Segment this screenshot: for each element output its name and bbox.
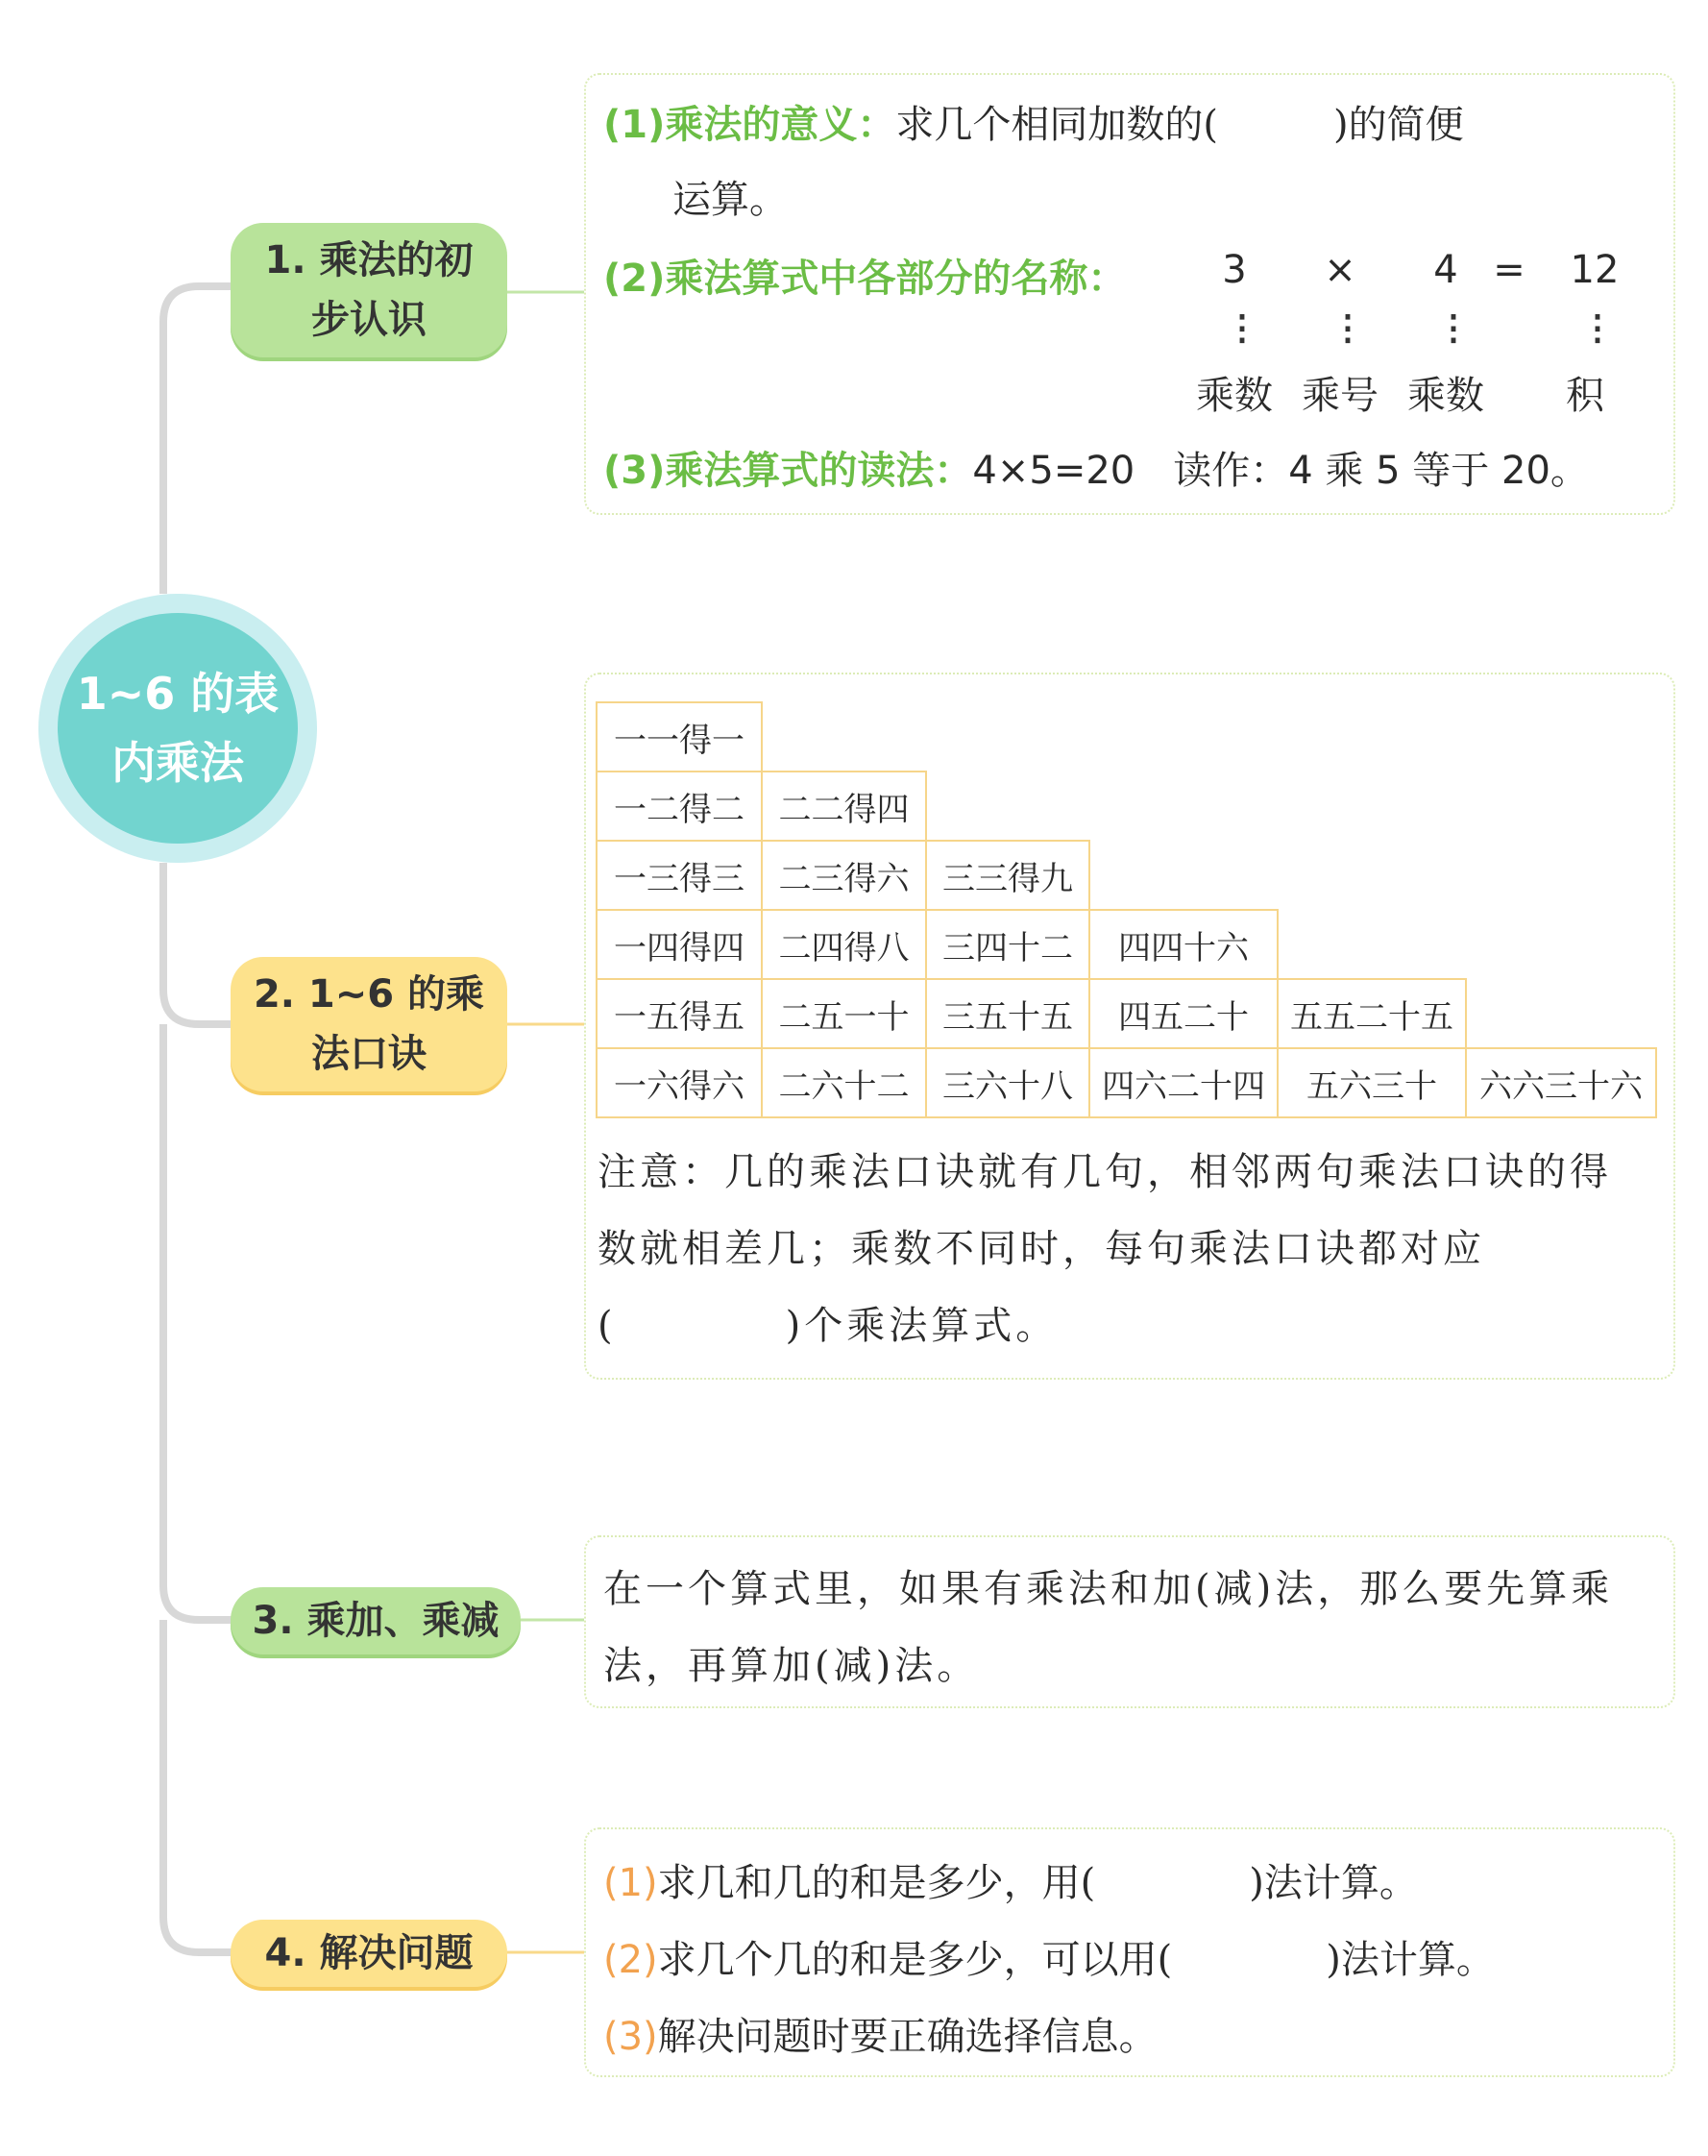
s1-item1-line1 (603, 94, 1464, 149)
s4-item1-num: (1) (603, 1861, 658, 1905)
branch-1-line-2: 步认识 (311, 298, 427, 342)
table-row (597, 841, 1656, 910)
note-line-2: 数就相差几；乘数不同时，每句乘法口诀都对应 (598, 1227, 1485, 1271)
table-cell: 一六得六 (597, 1048, 762, 1117)
branch-1-line-1: 1. 乘法的初 (264, 238, 474, 282)
s1-item3-label: 乘法算式的读法： (665, 449, 973, 493)
s1-item3-num: (3) (603, 449, 666, 493)
s1-item2-label: 乘法算式中各部分的名称： (665, 257, 1127, 301)
s4-item2-num: (2) (603, 1938, 658, 1982)
s1-item1-text3: 运算。 (672, 178, 788, 222)
s4-item-1 (603, 1852, 1418, 1907)
table-cell: 一三得三 (597, 841, 762, 910)
table-cell: 一五得五 (597, 979, 762, 1048)
s4-item3-text: 解决问题时要正确选择信息。 (657, 2015, 1158, 2059)
table-cell: 三五十五 (926, 979, 1089, 1048)
table-cell: 二四得八 (762, 910, 926, 979)
multiplication-table (596, 701, 1657, 1118)
equation-factor-2: 4 (1433, 248, 1458, 292)
table-row (597, 910, 1656, 979)
s4-item-2 (603, 1929, 1495, 1984)
s4-item1-text: 求几和几的和是多少，用( )法计算。 (657, 1861, 1418, 1905)
colon-mark-3: ⋮ (1436, 307, 1471, 348)
branch-node-2 (231, 957, 507, 1091)
table-row (597, 772, 1656, 841)
center-topic (58, 613, 298, 844)
colon-mark-4: ⋮ (1580, 307, 1615, 348)
s1-item1-num: (1) (603, 103, 666, 147)
s1-item3-text: 4×5=20 读作：4 乘 5 等于 20。 (972, 449, 1589, 493)
table-cell: 一四得四 (597, 910, 762, 979)
table-cell: 五六三十 (1278, 1048, 1466, 1117)
branch-2-line-2: 法口诀 (311, 1032, 427, 1076)
table-row (597, 1048, 1656, 1117)
table-cell: 五五二十五 (1278, 979, 1466, 1048)
equation-times-sign: × (1324, 248, 1356, 292)
table-cell: 六六三十六 (1466, 1048, 1656, 1117)
table-row (597, 702, 1656, 772)
name-factor-1: 乘数 (1196, 374, 1273, 418)
s4-item2-text: 求几个几的和是多少，可以用( )法计算。 (657, 1938, 1495, 1982)
table-cell: 一一得一 (597, 702, 762, 772)
colon-mark-1: ⋮ (1225, 307, 1259, 348)
center-line-1: 1~6 的表 (76, 668, 280, 720)
s1-item3-line (603, 440, 1589, 495)
table-cell: 二五一十 (762, 979, 926, 1048)
equation-equals-sign: = (1493, 248, 1525, 292)
name-product: 积 (1566, 374, 1604, 418)
s1-item1-blank (1218, 103, 1333, 147)
s1-item2-num: (2) (603, 257, 666, 301)
s4-item3-num: (3) (603, 2015, 658, 2059)
s1-item1-label: 乘法的意义： (665, 103, 896, 147)
table-cell: 四四十六 (1089, 910, 1278, 979)
table-cell: 三三得九 (926, 841, 1089, 910)
name-times-sign: 乘号 (1302, 374, 1379, 418)
note-line-1: 注意：几的乘法口诀就有几句，相邻两句乘法口诀的得 (598, 1150, 1612, 1194)
s4-item-3 (603, 2006, 1158, 2061)
table-cell: 二二得四 (762, 772, 926, 841)
branch-node-4 (231, 1920, 507, 1987)
center-line-2: 内乘法 (111, 737, 244, 789)
table-cell: 四五二十 (1089, 979, 1278, 1048)
name-factor-2: 乘数 (1407, 374, 1484, 418)
table-row (597, 979, 1656, 1048)
s1-item1-text1: 求几个相同加数的( (895, 103, 1219, 147)
branch-node-3 (231, 1587, 521, 1654)
branch-2-line-1: 2. 1~6 的乘 (253, 972, 485, 1017)
s1-item1-text2: )的简便 (1333, 103, 1464, 147)
colon-mark-2: ⋮ (1330, 307, 1365, 348)
note-line-3: ( )个乘法算式。 (598, 1304, 1059, 1348)
table-cell: 一二得二 (597, 772, 762, 841)
table-cell: 二三得六 (762, 841, 926, 910)
s1-item2-heading (603, 248, 1126, 303)
s3-line-2: 法，再算加(减)法。 (603, 1644, 980, 1688)
branch-4-label: 4. 解决问题 (264, 1931, 474, 1975)
table-cell: 三六十八 (926, 1048, 1089, 1117)
table-cell: 二六十二 (762, 1048, 926, 1117)
s3-line-1: 在一个算式里，如果有乘法和加(减)法，那么要先算乘 (603, 1567, 1614, 1611)
equation-product: 12 (1570, 248, 1620, 292)
table-cell: 三四十二 (926, 910, 1089, 979)
equation-factor-1: 3 (1222, 248, 1247, 292)
branch-node-1 (231, 223, 507, 357)
branch-3-label: 3. 乘加、乘减 (252, 1599, 500, 1643)
table-cell: 四六二十四 (1089, 1048, 1278, 1117)
